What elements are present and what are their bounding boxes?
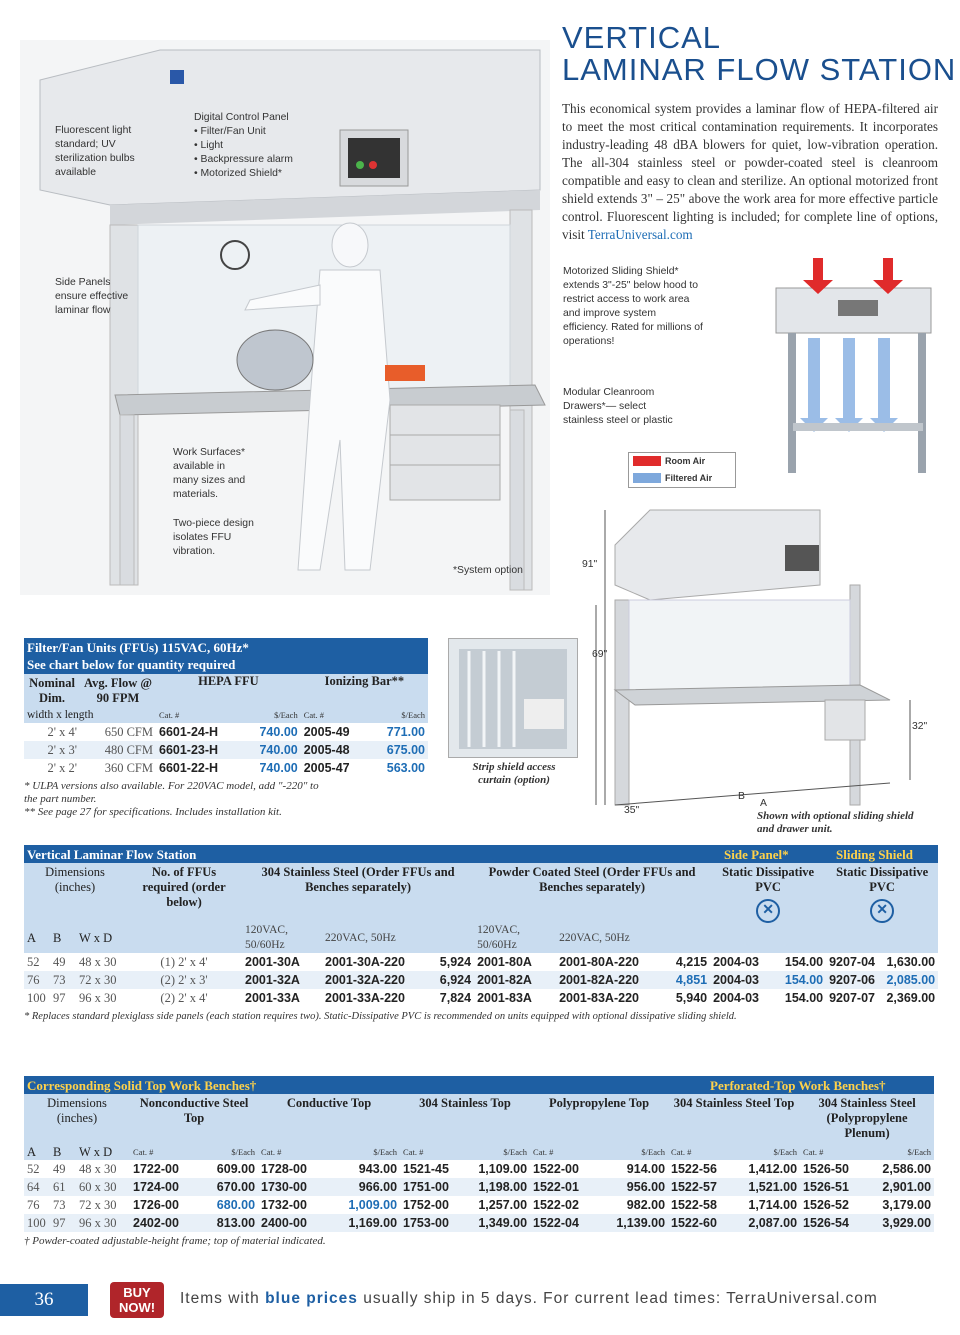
ffu-cell: 771.00	[386, 725, 425, 739]
bench-cell: 1751-00	[403, 1180, 449, 1194]
ffu-cell: 740.00	[259, 743, 298, 757]
bench-cell: 1522-04	[533, 1216, 579, 1230]
static-dissipative-icon: ✕	[756, 899, 780, 923]
bench-cell: 48 x 30	[79, 1161, 117, 1176]
ffu-cell: 675.00	[386, 743, 425, 757]
vlfs-grid	[24, 863, 938, 1007]
vlfs-header-dim: Dimensions (inches)	[45, 865, 105, 894]
bench-cell: 1724-00	[133, 1180, 179, 1194]
airflow-legend	[628, 452, 736, 488]
vlfs-cell: 2001-80A-220	[559, 955, 639, 969]
ffu-header-nominal: Nominal Dim.	[29, 676, 75, 705]
bench-note: † Powder-coated adjustable-height frame; top of material indicated.	[24, 1235, 326, 1247]
vlfs-cell: 2004-03	[713, 973, 759, 987]
vlfs-v120: 120VAC, 50/60Hz	[477, 924, 520, 951]
bench-cell: 982.00	[626, 1198, 666, 1212]
ffu-cat-label: Cat. #	[303, 710, 325, 720]
dim-69: 69"	[592, 649, 608, 660]
bench-cell: 966.00	[358, 1180, 398, 1194]
bench-cell: 72 x 30	[79, 1197, 117, 1212]
table-row	[24, 989, 938, 1007]
bench-cell: 813.00	[216, 1216, 256, 1230]
ffu-grid	[24, 674, 428, 777]
dim-32: 32"	[912, 721, 928, 732]
bench-each-label: $/Each	[773, 1146, 798, 1157]
dim-b: B	[738, 791, 745, 802]
bench-cell: 1526-52	[803, 1198, 849, 1212]
vlfs-cell: 97	[53, 990, 66, 1005]
vlfs-header-pc: Powder Coated Steel (Order FFUs and Benches separately)	[488, 865, 696, 894]
ffu-cell: 360 CFM	[104, 760, 153, 775]
vlfs-cell: 52	[27, 954, 40, 969]
bench-cell: 1722-00	[133, 1162, 179, 1176]
filtered-air-label: Filtered Air	[665, 473, 713, 483]
vlfs-table	[24, 845, 938, 1023]
vlfs-cell: 5,924	[439, 955, 472, 969]
vlfs-cell: 2004-03	[713, 955, 759, 969]
page-number: 36	[0, 1284, 88, 1316]
bench-cell: 1,139.00	[616, 1216, 666, 1230]
vlfs-header-ffu: No. of FFUs required (order below)	[142, 865, 226, 909]
ffu-header-flow: Avg. Flow @ 90 FPM	[84, 676, 152, 705]
vlfs-v220: 220VAC, 50Hz	[325, 931, 396, 944]
bench-header-dim: Dimensions (inches)	[47, 1096, 107, 1125]
bench-cell: 1522-02	[533, 1198, 579, 1212]
vlfs-cell: 76	[27, 972, 40, 987]
bench-each-label: $/Each	[641, 1146, 666, 1157]
vlfs-cell: 154.00	[784, 973, 824, 987]
vlfs-cell: 100	[27, 990, 46, 1005]
ffu-cell: 740.00	[259, 761, 298, 775]
bench-cell: 1,521.00	[748, 1180, 798, 1194]
room-air-label: Room Air	[665, 456, 706, 466]
bench-cell: 943.00	[358, 1162, 398, 1176]
bench-cell: 2400-00	[261, 1216, 307, 1230]
vlfs-cell: 7,824	[439, 991, 472, 1005]
ffu-cell: 2005-49	[303, 725, 350, 739]
callout-drawers: Modular Cleanroom Drawers*— select stainless steel or plastic	[563, 387, 673, 426]
ffu-table-bar	[24, 638, 428, 674]
table-row	[24, 741, 428, 759]
bench-header-perf-stainless: 304 Stainless Steel Top	[673, 1096, 795, 1110]
bench-bar-title: Corresponding Solid Top Work Benches†	[27, 1078, 257, 1093]
bench-cell: 914.00	[626, 1162, 666, 1176]
bench-bar-perforated: Perforated-Top Work Benches†	[710, 1078, 886, 1093]
callout-fluorescent: Fluorescent light standard; UV sterilization bulbs available	[55, 125, 135, 178]
vlfs-v220: 220VAC, 50Hz	[559, 931, 630, 944]
bench-cat-label: Cat. #	[671, 1146, 692, 1157]
bench-cell: 1526-51	[803, 1180, 849, 1194]
bench-cell: 64	[27, 1179, 40, 1194]
buy-now-line-2: NOW!	[118, 1300, 156, 1315]
ffu-header-ion: Ionizing Bar**	[324, 674, 405, 688]
vlfs-bar-side: Side Panel*	[724, 847, 789, 862]
vlfs-cell: (1) 2' x 4'	[160, 954, 208, 969]
callout-two-piece: Two-piece design isolates FFU vibration.	[173, 518, 254, 557]
vlfs-cell: 2001-30A-220	[325, 955, 405, 969]
title-line-1: VERTICAL	[562, 20, 722, 55]
ffu-note-2: ** See page 27 for specifications. Includes installation kit.	[24, 806, 282, 818]
bench-header-a: A	[27, 1144, 37, 1159]
vlfs-table-bar	[24, 845, 938, 863]
bench-cell: 1522-00	[533, 1162, 579, 1176]
vlfs-header-slide-cell	[826, 863, 938, 923]
bench-cell: 1,412.00	[748, 1162, 798, 1176]
bench-header-nonconductive: Nonconductive Steel Top	[139, 1096, 249, 1125]
bench-cell: 3,929.00	[882, 1216, 932, 1230]
vlfs-header-slide: Static Dissipative PVC	[836, 865, 929, 894]
vlfs-cell: 2001-33A-220	[325, 991, 405, 1005]
bench-cell: 2,087.00	[748, 1216, 798, 1230]
buy-now-button[interactable]	[110, 1282, 164, 1318]
bench-header-wd: W x D	[79, 1144, 113, 1159]
vlfs-cell: 6,924	[439, 973, 472, 987]
ffu-cell: 2005-48	[303, 743, 350, 757]
bench-cell: 1,198.00	[478, 1180, 528, 1194]
bench-cell: 2,901.00	[882, 1180, 932, 1194]
vlfs-cell: 48 x 30	[79, 954, 117, 969]
callout-digital-item: • Backpressure alarm	[194, 154, 293, 165]
filtered-air-swatch	[633, 473, 661, 483]
table-row	[24, 1214, 934, 1232]
intro-text: This economical system provides a laminar flow of HEPA-filtered air to meet the most critical contamination requirements. It incorporates industry-leading 48 dBA blowers for quiet, low-vibration operation. The all-304 stainless steel or powder-coated steel is cleanroom compatible and easy to clean and sterilize. An optional motorized front shield extends 3" – 25" above the work area for more effective particle control. Fluorescent lighting is included; for complete line of options, visit	[562, 101, 938, 242]
bench-cell: 76	[27, 1197, 40, 1212]
bench-cell: 1753-00	[403, 1216, 449, 1230]
ffu-bar-line-2: See chart below for quantity required	[27, 657, 236, 672]
vlfs-header-side: Static Dissipative PVC	[722, 865, 815, 894]
bench-cat-label: Cat. #	[261, 1146, 282, 1157]
vlfs-header-wd: W x D	[79, 930, 113, 945]
vlfs-cell: 9207-07	[829, 991, 875, 1005]
table-row	[24, 1178, 934, 1196]
bench-cell: 1522-56	[671, 1162, 717, 1176]
vlfs-cell: 96 x 30	[79, 990, 117, 1005]
vlfs-header-side-cell	[710, 863, 826, 923]
ffu-cell: 6601-24-H	[159, 725, 219, 739]
vlfs-bar-title: Vertical Laminar Flow Station	[27, 847, 197, 862]
title-line-2: LAMINAR FLOW STATION	[562, 52, 957, 87]
callout-digital-item: • Light	[194, 140, 224, 151]
bench-cell: 1526-54	[803, 1216, 849, 1230]
vlfs-bar-slide: Sliding Shield	[836, 847, 913, 862]
footer-text-blue: blue prices	[265, 1290, 358, 1307]
vlfs-cell: 2004-03	[713, 991, 759, 1005]
vlfs-cell: 9207-06	[829, 973, 875, 987]
vlfs-cell: 2001-32A-220	[325, 973, 405, 987]
room-air-swatch	[633, 456, 661, 466]
callout-digital-item: • Filter/Fan Unit	[194, 126, 266, 137]
vlfs-v120: 120VAC, 50/60Hz	[245, 924, 288, 951]
ffu-cell: 2' x 2'	[47, 760, 77, 775]
vlfs-note: * Replaces standard plexiglass side panels (each station requires two). Static-Dissipative PVC is recommended on units equipped with optional dissipative sliding shield.	[24, 1011, 737, 1022]
vlfs-header-b: B	[53, 930, 62, 945]
bench-cell: 1522-58	[671, 1198, 717, 1212]
bench-cell: 609.00	[216, 1162, 256, 1176]
vlfs-cell: 2001-80A	[477, 955, 532, 969]
drawing-caption: Shown with optional sliding shield and drawer unit.	[757, 810, 914, 835]
bench-table	[24, 1076, 934, 1248]
ffu-each-label: $/Each	[401, 710, 425, 720]
ffu-cell: 563.00	[386, 761, 425, 775]
dim-a: A	[760, 798, 767, 809]
vlfs-cell: 2001-82A-220	[559, 973, 639, 987]
bench-each-label: $/Each	[231, 1146, 256, 1157]
buy-now-line-1: BUY	[123, 1285, 151, 1300]
vlfs-cell: (2) 2' x 3'	[160, 972, 208, 987]
table-row	[24, 1196, 934, 1214]
vlfs-cell: 2,085.00	[886, 973, 936, 987]
bench-cell: 61	[53, 1179, 66, 1194]
vlfs-header-ss: 304 Stainless Steel (Order FFUs and Benches separately)	[261, 865, 455, 894]
ffu-cell: 2005-47	[303, 761, 350, 775]
vlfs-cell: 1,630.00	[886, 955, 936, 969]
ffu-table	[24, 638, 428, 819]
page-title	[562, 22, 956, 86]
bench-cell: 956.00	[626, 1180, 666, 1194]
callout-motorized-shield: Motorized Sliding Shield* extends 3"-25" below hood to restrict access to work area and improve system efficiency. Rated for millions of operations!	[563, 266, 703, 347]
bench-cell: 97	[53, 1215, 66, 1230]
dim-91: 91"	[582, 559, 598, 570]
bench-cat-label: Cat. #	[533, 1146, 554, 1157]
bench-cell: 60 x 30	[79, 1179, 117, 1194]
airflow-diagram	[768, 248, 938, 478]
bench-cell: 52	[27, 1161, 40, 1176]
bench-cell: 1,257.00	[478, 1198, 528, 1212]
vlfs-cell: 5,940	[675, 991, 708, 1005]
ffu-cat-label: Cat. #	[159, 710, 180, 720]
static-dissipative-icon: ✕	[870, 899, 894, 923]
bench-cell: 1522-01	[533, 1180, 579, 1194]
callout-side-panels: Side Panels ensure effective laminar flow	[55, 277, 129, 316]
bench-cell: 1,009.00	[348, 1198, 398, 1212]
bench-cell: 680.00	[216, 1198, 256, 1212]
ffu-note-1: * ULPA versions also available. For 220VAC model, add "-220" to the part number.	[24, 780, 319, 805]
table-row	[24, 971, 938, 989]
bench-cell: 1,109.00	[478, 1162, 528, 1176]
ffu-cell: 2' x 3'	[47, 742, 77, 757]
callout-digital-panel	[194, 111, 324, 181]
vlfs-cell: 4,851	[675, 973, 708, 987]
bench-each-label: $/Each	[373, 1146, 398, 1157]
bench-cell: 1522-60	[671, 1216, 717, 1230]
vlfs-cell: 2001-33A	[245, 991, 300, 1005]
page-footer	[0, 1282, 960, 1318]
bench-cell: 1728-00	[261, 1162, 307, 1176]
bench-cell: 1,169.00	[348, 1216, 398, 1230]
bench-cell: 1,714.00	[748, 1198, 798, 1212]
bench-cat-label: Cat. #	[803, 1146, 824, 1157]
ffu-header-hepa: HEPA FFU	[198, 674, 259, 688]
strip-caption: Strip shield access curtain (option)	[472, 761, 556, 786]
ffu-cell: 6601-23-H	[159, 743, 219, 757]
bench-cell: 1,349.00	[478, 1216, 528, 1230]
bench-header-perf-plenum: 304 Stainless Steel (Polypropylene Plenum)	[818, 1096, 916, 1140]
bench-grid	[24, 1094, 934, 1232]
vlfs-cell: 49	[53, 954, 66, 969]
bench-cell: 670.00	[216, 1180, 256, 1194]
table-row	[24, 723, 428, 741]
table-row	[24, 1160, 934, 1178]
callout-digital-title: Digital Control Panel	[194, 112, 289, 123]
vlfs-cell: 2001-82A	[477, 973, 532, 987]
ffu-cell: 2' x 4'	[47, 724, 77, 739]
dimension-drawing	[590, 505, 940, 815]
bench-cell: 73	[53, 1197, 66, 1212]
vlfs-cell: 9207-04	[829, 955, 875, 969]
vlfs-cell: 72 x 30	[79, 972, 117, 987]
vlfs-cell: 4,215	[675, 955, 708, 969]
footer-text-a: Items with	[180, 1290, 260, 1307]
dim-35: 35"	[624, 805, 640, 816]
bench-header-polypropylene: Polypropylene Top	[548, 1096, 650, 1110]
bench-header-stainless: 304 Stainless Top	[419, 1096, 511, 1110]
vlfs-cell: 2,369.00	[886, 991, 936, 1005]
bench-cell: 1521-45	[403, 1162, 449, 1176]
bench-table-bar	[24, 1076, 934, 1094]
ffu-each-label: $/Each	[274, 710, 298, 720]
ffu-bar-line-1: Filter/Fan Units (FFUs) 115VAC, 60Hz*	[27, 640, 249, 655]
bench-cell: 100	[27, 1215, 46, 1230]
bench-cell: 1726-00	[133, 1198, 179, 1212]
bench-cat-label: Cat. #	[133, 1146, 154, 1157]
bench-cell: 1752-00	[403, 1198, 449, 1212]
ffu-cell: 480 CFM	[104, 742, 153, 757]
footer-text	[180, 1290, 878, 1308]
vlfs-cell: 154.00	[784, 955, 824, 969]
callout-work-surfaces: Work Surfaces* available in many sizes and materials.	[173, 447, 246, 500]
vlfs-cell: 2001-32A	[245, 973, 300, 987]
bench-cell: 2,586.00	[882, 1162, 932, 1176]
callout-system-option: *System option	[453, 565, 523, 576]
ffu-header-wl: width x length	[27, 709, 94, 721]
table-row	[24, 759, 428, 777]
bench-cell: 1730-00	[261, 1180, 307, 1194]
intro-link[interactable]: TerraUniversal.com	[587, 227, 693, 242]
bench-cat-label: Cat. #	[403, 1146, 424, 1157]
vlfs-cell: 2001-83A	[477, 991, 532, 1005]
bench-cell: 1732-00	[261, 1198, 307, 1212]
table-row	[24, 953, 938, 971]
ffu-cell: 650 CFM	[104, 724, 153, 739]
vlfs-cell: 73	[53, 972, 66, 987]
ffu-cell: 6601-22-H	[159, 761, 219, 775]
vlfs-cell: (2) 2' x 4'	[160, 990, 208, 1005]
bench-cell: 1522-57	[671, 1180, 717, 1194]
bench-cell: 96 x 30	[79, 1215, 117, 1230]
ffu-cell: 740.00	[259, 725, 298, 739]
bench-cell: 2402-00	[133, 1216, 179, 1230]
footer-text-c: usually ship in 5 days. For current lead times: TerraUniversal.com	[363, 1290, 878, 1307]
vlfs-cell: 154.00	[784, 991, 824, 1005]
bench-each-label: $/Each	[503, 1146, 528, 1157]
bench-cell: 1526-50	[803, 1162, 849, 1176]
vlfs-cell: 2001-83A-220	[559, 991, 639, 1005]
vlfs-cell: 2001-30A	[245, 955, 300, 969]
vlfs-header-a: A	[27, 930, 37, 945]
bench-each-label: $/Each	[907, 1146, 932, 1157]
intro-paragraph	[562, 100, 938, 244]
callout-digital-item: • Motorized Shield*	[194, 168, 282, 179]
bench-cell: 3,179.00	[882, 1198, 932, 1212]
strip-shield-photo	[448, 638, 578, 758]
bench-header-b: B	[53, 1144, 62, 1159]
bench-header-conductive: Conductive Top	[286, 1096, 372, 1110]
bench-cell: 49	[53, 1161, 66, 1176]
